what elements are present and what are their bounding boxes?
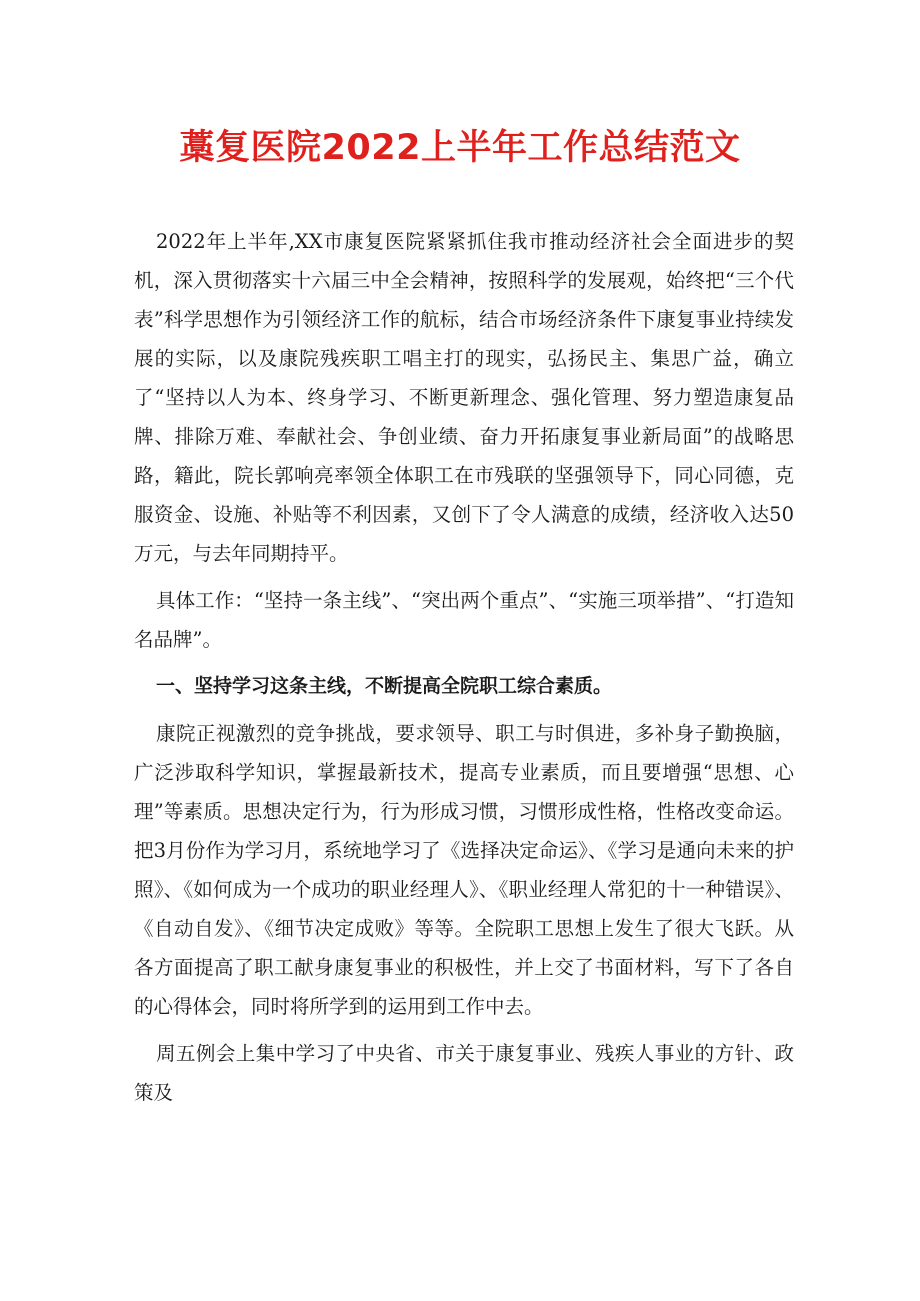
paragraph-study: 康院正视激烈的竞争挑战，要求领导、职工与时俱进，多补身子勤换脑，广泛涉取科学知识，掌握最新技术，提高专业素质，而且要增强“思想、心理”等素质。思想决定行为，行为形成习惯，习惯形成性格，性格改变命运。把3月份作为学习月，系统地学习了《选择决定命运》、《学习是通向未来的护照》、《如何成为一个成功的职业经理人》、《职业经理人常犯的十一种错误》、《自动自发》、《细节决定成败》等等。全院职工思想上发生了很大飞跃。从各方面提高了职工献身康复事业的积极性，并上交了书面材料，写下了各自的心得体会，同时将所学到的运用到工作中去。 [134,722,794,1018]
section-heading-1: 一、坚持学习这条主线，不断提高全院职工综合素质。 [156,675,613,697]
paragraph-intro: 2022年上半年,XX市康复医院紧紧抓住我市推动经济社会全面进步的契机，深入贯彻落实十六届三中全会精神，按照科学的发展观，始终把“三个代表”科学思想作为引领经济工作的航标，结合市场经济条件下康复事业持续发展的实际，以及康院残疾职工唱主打的现实，弘扬民主、集思广益，确立了“坚持以人为本、终身学习、不断更新理念、强化管理、努力塑造康复品牌、排除万难、奉献社会、争创业绩、奋力开拓康复事业新局面”的战略思路，籍此，院长郭响亮率领全体职工在市残联的坚强领导下，同心同德，克服资金、设施、补贴等不利因素，又创下了令人满意的成绩，经济收入达50万元，与去年同期持平。 [134,230,794,565]
document-body [134,222,794,1120]
paragraph-specific-work: 具体工作：“坚持一条主线”、“突出两个重点”、“实施三项举措”、“打造知名品牌”。 [134,589,794,651]
document-title: 藁复医院2022上半年工作总结范文 [179,128,741,168]
paragraph-friday-meeting: 周五例会上集中学习了中央省、市关于康复事业、残疾人事业的方针、政策及 [134,1042,794,1104]
